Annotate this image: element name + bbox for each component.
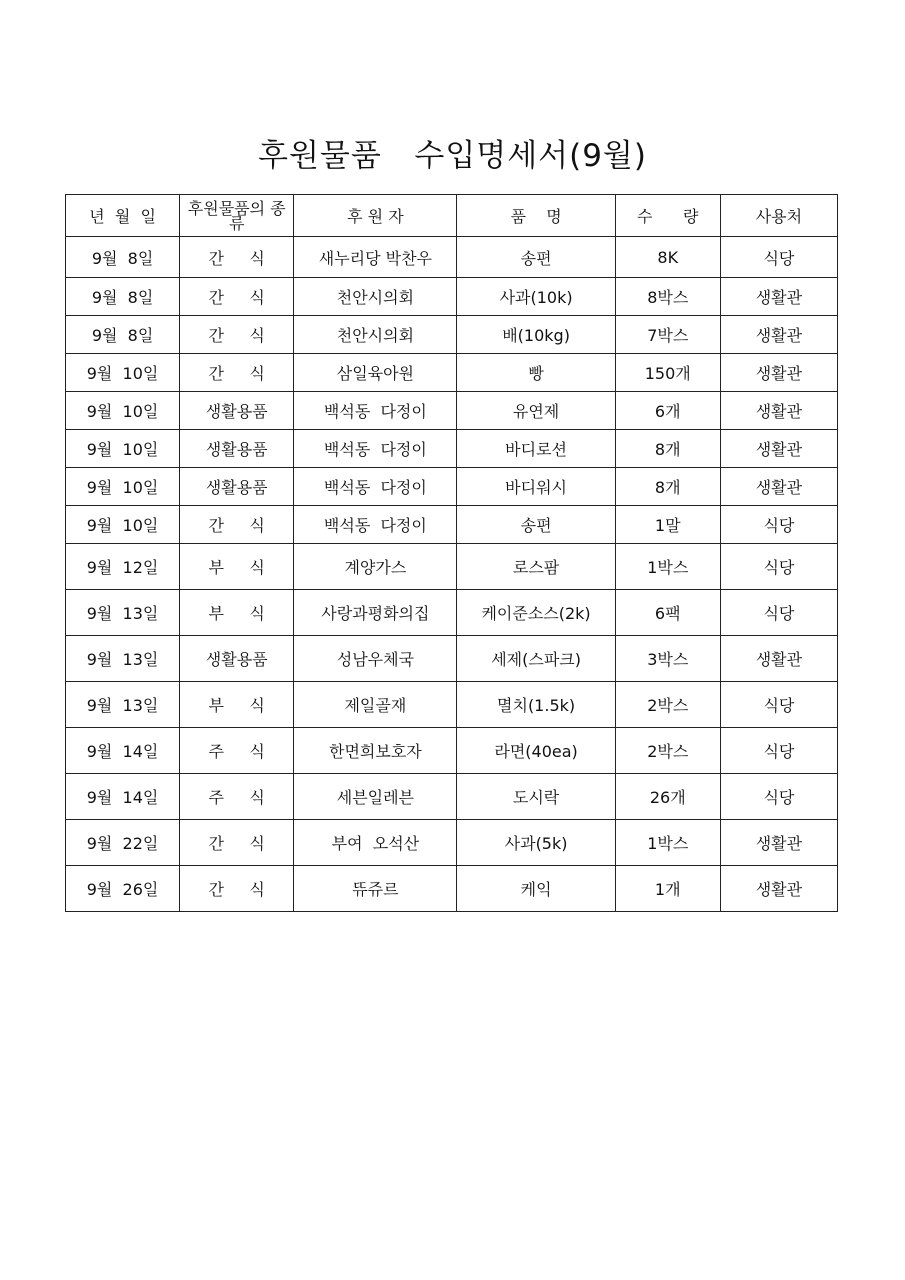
cell-item: 사과(5k) <box>457 820 615 866</box>
cell-usage: 식당 <box>720 682 837 728</box>
header-date: 년 월 일 <box>66 195 180 237</box>
cell-quantity: 7박스 <box>615 316 720 354</box>
cell-donor: 백석동 다정이 <box>294 506 457 544</box>
cell-item: 배(10kg) <box>457 316 615 354</box>
cell-donor: 삼일육아원 <box>294 354 457 392</box>
cell-date: 9월 8일 <box>66 278 180 316</box>
cell-date: 9월 10일 <box>66 430 180 468</box>
table-row <box>66 430 838 468</box>
cell-usage: 식당 <box>720 728 837 774</box>
cell-item: 송편 <box>457 506 615 544</box>
table-row <box>66 544 838 590</box>
cell-donor: 성남우체국 <box>294 636 457 682</box>
cell-type: 간 식 <box>180 506 294 544</box>
cell-type: 간 식 <box>180 354 294 392</box>
cell-date: 9월 13일 <box>66 636 180 682</box>
cell-quantity: 2박스 <box>615 728 720 774</box>
cell-item: 케익 <box>457 866 615 912</box>
cell-item: 로스팜 <box>457 544 615 590</box>
cell-type: 간 식 <box>180 316 294 354</box>
cell-item: 송편 <box>457 237 615 278</box>
table-row <box>66 590 838 636</box>
cell-quantity: 26개 <box>615 774 720 820</box>
table-row <box>66 468 838 506</box>
cell-item: 라면(40ea) <box>457 728 615 774</box>
cell-donor: 새누리당 박찬우 <box>294 237 457 278</box>
cell-quantity: 8박스 <box>615 278 720 316</box>
table-row <box>66 682 838 728</box>
donation-ledger-table <box>65 194 838 912</box>
cell-type: 부 식 <box>180 544 294 590</box>
cell-donor: 제일골재 <box>294 682 457 728</box>
table-row <box>66 316 838 354</box>
cell-type: 생활용품 <box>180 468 294 506</box>
cell-donor: 백석동 다정이 <box>294 430 457 468</box>
cell-usage: 식당 <box>720 544 837 590</box>
cell-type: 주 식 <box>180 728 294 774</box>
cell-item: 유연제 <box>457 392 615 430</box>
cell-quantity: 1박스 <box>615 544 720 590</box>
cell-type: 간 식 <box>180 820 294 866</box>
cell-item: 사과(10k) <box>457 278 615 316</box>
cell-donor: 천안시의회 <box>294 316 457 354</box>
cell-quantity: 1개 <box>615 866 720 912</box>
table-row <box>66 866 838 912</box>
cell-item: 바디로션 <box>457 430 615 468</box>
cell-donor: 계양가스 <box>294 544 457 590</box>
cell-date: 9월 14일 <box>66 728 180 774</box>
header-type: 후원물품의 종류 <box>180 195 294 237</box>
cell-usage: 생활관 <box>720 866 837 912</box>
cell-quantity: 2박스 <box>615 682 720 728</box>
cell-type: 생활용품 <box>180 636 294 682</box>
cell-quantity: 8개 <box>615 468 720 506</box>
cell-date: 9월 8일 <box>66 237 180 278</box>
table-row <box>66 354 838 392</box>
cell-donor: 부여 오석산 <box>294 820 457 866</box>
cell-usage: 생활관 <box>720 316 837 354</box>
cell-usage: 생활관 <box>720 636 837 682</box>
cell-date: 9월 10일 <box>66 354 180 392</box>
cell-type: 부 식 <box>180 590 294 636</box>
cell-quantity: 150개 <box>615 354 720 392</box>
header-item: 품 명 <box>457 195 615 237</box>
cell-usage: 식당 <box>720 590 837 636</box>
cell-usage: 식당 <box>720 237 837 278</box>
cell-donor: 천안시의회 <box>294 278 457 316</box>
cell-quantity: 8K <box>615 237 720 278</box>
cell-type: 간 식 <box>180 278 294 316</box>
table-row <box>66 278 838 316</box>
cell-donor: 백석동 다정이 <box>294 468 457 506</box>
table-row <box>66 774 838 820</box>
cell-donor: 뜌쥬르 <box>294 866 457 912</box>
cell-quantity: 8개 <box>615 430 720 468</box>
cell-date: 9월 8일 <box>66 316 180 354</box>
cell-type: 부 식 <box>180 682 294 728</box>
cell-date: 9월 13일 <box>66 682 180 728</box>
cell-usage: 식당 <box>720 506 837 544</box>
table-row <box>66 820 838 866</box>
cell-item: 바디워시 <box>457 468 615 506</box>
cell-item: 세제(스파크) <box>457 636 615 682</box>
header-usage: 사용처 <box>720 195 837 237</box>
cell-type: 주 식 <box>180 774 294 820</box>
table-row <box>66 237 838 278</box>
cell-quantity: 1말 <box>615 506 720 544</box>
table-row <box>66 392 838 430</box>
cell-quantity: 6개 <box>615 392 720 430</box>
cell-usage: 생활관 <box>720 392 837 430</box>
cell-donor: 백석동 다정이 <box>294 392 457 430</box>
cell-date: 9월 14일 <box>66 774 180 820</box>
page-title: 후원물품 수입명세서(9월) <box>258 138 647 174</box>
cell-quantity: 3박스 <box>615 636 720 682</box>
cell-item: 케이준소스(2k) <box>457 590 615 636</box>
cell-item: 빵 <box>457 354 615 392</box>
cell-donor: 한면희보호자 <box>294 728 457 774</box>
cell-date: 9월 10일 <box>66 392 180 430</box>
cell-usage: 생활관 <box>720 820 837 866</box>
cell-donor: 세븐일레븐 <box>294 774 457 820</box>
header-quantity: 수 량 <box>615 195 720 237</box>
table-row <box>66 636 838 682</box>
table-row <box>66 728 838 774</box>
cell-quantity: 1박스 <box>615 820 720 866</box>
cell-date: 9월 22일 <box>66 820 180 866</box>
header-donor: 후 원 자 <box>294 195 457 237</box>
cell-date: 9월 12일 <box>66 544 180 590</box>
cell-usage: 식당 <box>720 774 837 820</box>
cell-type: 간 식 <box>180 866 294 912</box>
cell-type: 간 식 <box>180 237 294 278</box>
cell-date: 9월 10일 <box>66 468 180 506</box>
cell-type: 생활용품 <box>180 430 294 468</box>
table-row <box>66 506 838 544</box>
cell-item: 멸치(1.5k) <box>457 682 615 728</box>
cell-date: 9월 26일 <box>66 866 180 912</box>
cell-date: 9월 13일 <box>66 590 180 636</box>
cell-donor: 사랑과평화의집 <box>294 590 457 636</box>
cell-usage: 생활관 <box>720 278 837 316</box>
cell-usage: 생활관 <box>720 468 837 506</box>
cell-type: 생활용품 <box>180 392 294 430</box>
cell-date: 9월 10일 <box>66 506 180 544</box>
cell-usage: 생활관 <box>720 354 837 392</box>
cell-quantity: 6팩 <box>615 590 720 636</box>
cell-usage: 생활관 <box>720 430 837 468</box>
cell-item: 도시락 <box>457 774 615 820</box>
header-row <box>66 195 838 237</box>
